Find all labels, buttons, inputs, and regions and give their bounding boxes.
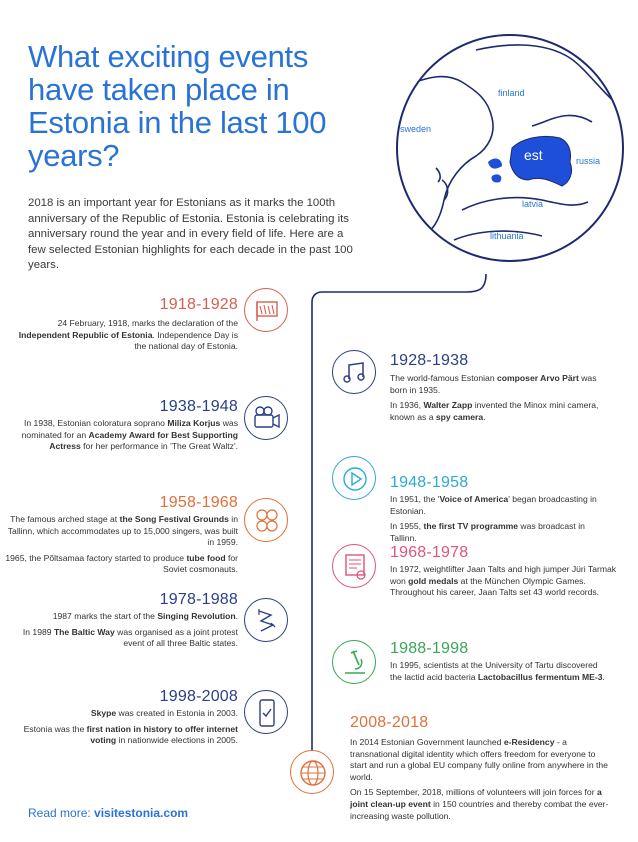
event-text-segment: at the München Olympic Games. Throughout his career, Jaan Talts set 43 world records. — [390, 575, 600, 598]
event-text — [0, 514, 238, 580]
event-text — [390, 564, 620, 603]
event-paragraph — [390, 494, 600, 517]
decade-heading: 2008-2018 — [350, 714, 429, 731]
phone-check-icon — [244, 690, 288, 734]
event-text-segment: was organised as a joint protest event of all three Baltic states. — [114, 626, 238, 649]
event-text — [8, 708, 238, 751]
event-paragraph — [8, 611, 238, 623]
event-paragraph — [390, 660, 610, 683]
event-paragraph — [390, 521, 600, 544]
event-highlight: a joint clean-up event — [350, 787, 602, 809]
event-highlight: Skype — [90, 708, 117, 718]
page-title: What exciting events have taken place in Estonia in the last 100 years? — [28, 39, 327, 173]
event-text — [390, 373, 600, 427]
event-paragraph — [390, 373, 600, 396]
event-text — [8, 418, 238, 457]
event-highlight: tube food — [186, 552, 226, 563]
event-paragraph — [390, 564, 620, 599]
event-text — [8, 318, 238, 357]
event-text-segment: for her performance in 'The Great Waltz'. — [80, 441, 238, 452]
baltic-way-icon — [244, 598, 288, 642]
event-text-segment: In 1972, weightlifter Jaan Talts and high jumper Jüri Tarmak won — [390, 564, 617, 586]
event-text-segment: . — [602, 671, 605, 682]
event-text-segment: was broadcast in Tallinn. — [390, 521, 585, 543]
decade-heading: 1928-1938 — [390, 352, 469, 369]
event-text-segment: - a transnational digital identity which offers freedom for everyone to start and run a global EU company fully online from anywhere in the world. — [350, 737, 608, 782]
event-paragraph — [0, 553, 238, 576]
play-icon — [332, 456, 376, 500]
event-text — [390, 660, 610, 687]
event-highlight: spy camera — [435, 411, 484, 422]
microscope-icon — [332, 640, 376, 684]
event-paragraph — [390, 400, 600, 423]
event-text-segment: 1965, the Põltsamaa factory started to produce — [5, 552, 187, 563]
medal-icon — [332, 544, 376, 588]
event-paragraph — [8, 708, 238, 720]
event-text-segment: 1987 marks the start of the — [52, 611, 158, 621]
event-paragraph — [8, 418, 238, 453]
decade-heading: 1978-1988 — [159, 591, 238, 608]
event-text-segment: In 1995, scientists at the University of Tartu discovered the lactid acid bacteria — [390, 660, 598, 682]
event-text-segment: On 15 September, 2018, millions of volunteers will join forces for — [350, 787, 597, 798]
event-paragraph — [8, 318, 238, 353]
decade-heading: 1948-1958 — [390, 474, 469, 491]
event-text-segment: in nationwide elections in 2005. — [116, 735, 238, 746]
event-paragraph — [0, 514, 238, 549]
event-text-segment: In 1955, — [390, 521, 424, 532]
event-highlight: composer Arvo Pärt — [497, 373, 579, 383]
map-label-lithuania: lithuania — [490, 231, 524, 241]
event-highlight: Independent Republic of Estonia — [18, 329, 153, 340]
event-highlight: gold medals — [408, 575, 459, 586]
event-text-segment: was created in Estonia in 2003. — [116, 708, 238, 718]
event-text-segment: In 1936, — [390, 400, 424, 411]
event-highlight: Voice of America — [439, 494, 509, 504]
event-highlight: Academy Award for Best Supporting Actress — [49, 429, 238, 452]
event-text-segment: In 1938, Estonian coloratura soprano — [23, 418, 168, 428]
event-text-segment: invented the Minox mini camera, known as a — [390, 400, 599, 422]
read-more-label: Read more: — [28, 806, 95, 820]
event-paragraph — [350, 787, 610, 822]
event-highlight: first nation in history to offer internet voting — [86, 723, 238, 746]
event-text-segment: In 1989 — [22, 626, 54, 637]
decade-heading: 1998-2008 — [159, 688, 238, 705]
event-paragraph — [8, 627, 238, 650]
event-text-segment: in 150 countries and thereby combat the ever-increasing waste pollution. — [350, 798, 609, 821]
event-text-segment: 24 February, 1918, marks the declaration of the — [57, 318, 238, 328]
event-paragraph — [350, 737, 610, 783]
event-highlight: Singing Revolution — [157, 611, 236, 621]
read-more-link[interactable]: visitestonia.com — [94, 806, 189, 820]
flag-icon — [244, 288, 288, 332]
music-note-icon — [332, 350, 376, 394]
map-label-russia: russia — [576, 156, 601, 166]
event-text-segment: The famous arched stage at — [10, 514, 120, 524]
event-text-segment: In 2014 Estonian Government launched — [350, 737, 504, 747]
event-text — [390, 494, 600, 548]
event-highlight: e-Residency — [503, 737, 555, 747]
event-text-segment: was born in 1935. — [390, 373, 597, 395]
event-text-segment: . Independence Day is the national day of Estonia. — [134, 329, 238, 352]
event-paragraph — [8, 724, 238, 747]
event-text-segment: . — [235, 611, 238, 621]
film-camera-icon — [244, 396, 288, 440]
event-highlight: Miliza Korjus — [167, 418, 221, 428]
event-text-segment: Estonia was the — [23, 723, 87, 734]
event-text-segment: for Soviet cosmonauts. — [163, 552, 238, 575]
event-highlight: the first TV programme — [423, 521, 519, 532]
decade-heading: 1968-1978 — [390, 544, 469, 561]
intro-paragraph: 2018 is an important year for Estonians as it marks the 100th anniversary of the Republic of Estonia. Estonia is celebrating its anniversary round the year and in every field of life. Here are a few selected Estonian highlights for each decade in the past 100 years. — [28, 197, 353, 272]
event-text-segment: in Tallinn, which accommodates up to 15,000 singers, was built in 1959. — [7, 514, 238, 548]
event-text-segment: ' began broadcasting in Estonian. — [390, 494, 597, 516]
globe-icon — [290, 750, 334, 794]
smiley-faces-icon — [244, 498, 288, 542]
decade-heading: 1938-1948 — [159, 398, 238, 415]
decade-heading: 1988-1998 — [390, 640, 469, 657]
event-text — [350, 737, 610, 826]
event-highlight: Lactobacillus fermentum ME-3 — [477, 671, 603, 682]
map-label-finland: finland — [498, 88, 525, 98]
map-label-sweden: sweden — [400, 124, 432, 134]
event-text-segment: was nominated for an — [21, 418, 238, 440]
event-text — [8, 611, 238, 654]
decade-heading: 1918-1928 — [159, 296, 238, 313]
event-text-segment: In 1951, the ' — [390, 494, 440, 504]
map-label-est: est — [524, 147, 543, 163]
event-highlight: The Baltic Way — [53, 626, 115, 637]
read-more — [28, 806, 188, 820]
event-text-segment: . — [483, 411, 486, 422]
map-label-latvia: latvia — [522, 199, 544, 209]
event-text-segment: The world-famous Estonian — [390, 373, 497, 383]
decade-heading: 1958-1968 — [159, 494, 238, 511]
event-highlight: the Song Festival Grounds — [119, 514, 229, 524]
event-highlight: Walter Zapp — [423, 400, 473, 411]
